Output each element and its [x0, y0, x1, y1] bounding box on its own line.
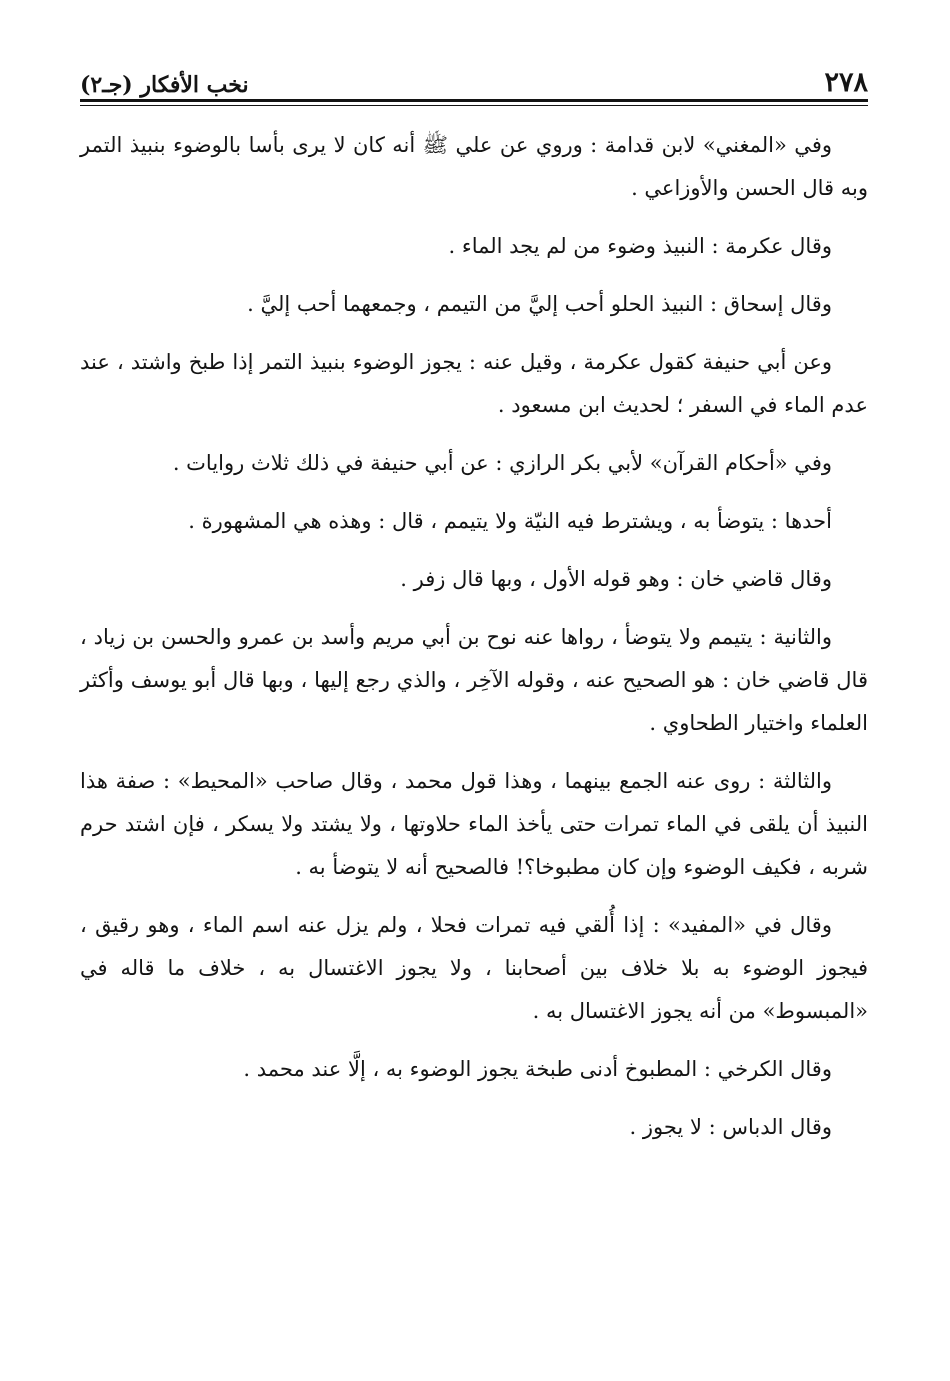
page-number: ٢٧٨ — [824, 67, 868, 98]
body-text — [80, 124, 868, 1164]
paragraph: أحدها : يتوضأ به ، ويشترط فيه النيّة ولا يتيمم ، قال : وهذه هي المشهورة . — [188, 509, 832, 533]
page-header — [80, 52, 868, 96]
paragraph: وقال الدباس : لا يجوز . — [629, 1115, 832, 1139]
paragraph: والثالثة : روى عنه الجمع بينهما ، وهذا قول محمد ، وقال صاحب «المحيط» : صفة هذا النبيذ أن يلقى في الماء تمرات حتى يأخذ الماء حلاوتها ، ولا يشتد ولا يسكر ، فإن اشتد حرم شربه ، فكيف الوضوء وإن كان مطبوخا؟! فالصحيح أنه لا يتوضأ به . — [80, 769, 868, 879]
paragraph: وقال الكرخي : المطبوخ أدنى طبخة يجوز الوضوء به ، إلَّا عند محمد . — [243, 1057, 832, 1081]
paragraph: وعن أبي حنيفة كقول عكرمة ، وقيل عنه : يجوز الوضوء بنبيذ التمر إذا طبخ واشتد ، عند عدم الماء في السفر ؛ لحديث ابن مسعود . — [80, 350, 868, 417]
paragraph: وقال في «المفيد» : إذا أُلقي فيه تمرات فحلا ، ولم يزل عنه اسم الماء ، وهو رقيق ، فيجوز الوضوء به بلا خلاف بين أصحابنا ، ولا يجوز الاغتسال به ، خلاف ما قاله في «المبسوط» من أنه يجوز الاغتسال به . — [80, 913, 868, 1023]
paragraph: وفي «المغني» لابن قدامة : وروي عن علي ﷺ أنه كان لا يرى بأسا بالوضوء بنبيذ التمر وبه قال الحسن والأوزاعي . — [80, 133, 868, 200]
header-rule — [80, 99, 868, 102]
paragraph: والثانية : يتيمم ولا يتوضأ ، رواها عنه نوح بن أبي مريم وأسد بن عمرو والحسن بن زياد ، قال قاضي خان : هو الصحيح عنه ، وقوله الآخِر ، والذي رجع إليها ، وبها قال أبو يوسف وأكثر العلماء واختيار الطحاوي . — [80, 625, 868, 735]
header-rule-thin — [80, 105, 868, 106]
paragraph: وقال إسحاق : النبيذ الحلو أحب إليَّ من التيمم ، وجمعهما أحب إليَّ . — [247, 292, 832, 316]
running-title: نخب الأفكار (جـ٢) — [80, 72, 249, 98]
paragraph: وقال قاضي خان : وهو قوله الأول ، وبها قال زفر . — [400, 567, 832, 591]
paragraph: وفي «أحكام القرآن» لأبي بكر الرازي : عن أبي حنيفة في ذلك ثلاث روايات . — [172, 451, 832, 475]
paragraph: وقال عكرمة : النبيذ وضوء من لم يجد الماء . — [448, 234, 832, 258]
